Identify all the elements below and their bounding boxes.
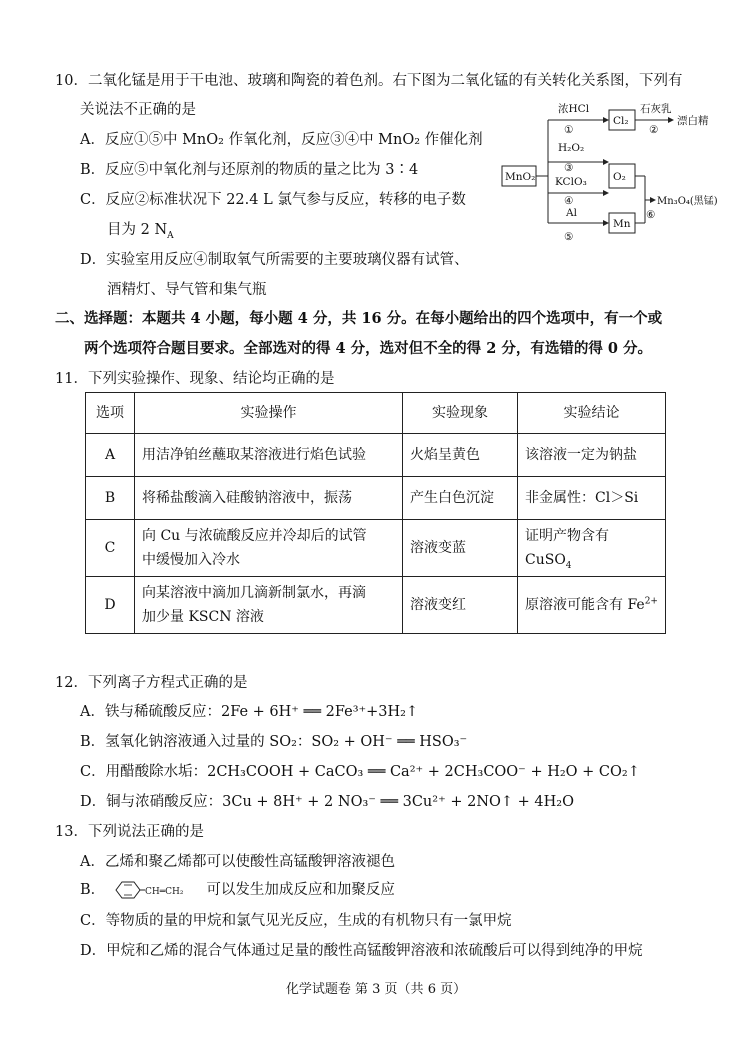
q10-option-d-line1: D．实验室用反应④制取氧气所需要的主要玻璃仪器有试管、 [80, 252, 469, 268]
product-bleach: 漂白精 [677, 115, 709, 127]
row-operation [135, 577, 403, 634]
row-conclusion: 原溶液可能含有 $Fe^{2+}$ [518, 577, 666, 634]
table-row [86, 477, 666, 520]
q12-option-b: B．氢氧化钠溶液通入过量的 SO₂：SO₂ + OH⁻ ══ HSO₃⁻ [80, 734, 468, 750]
q10-option-a: A．反应①⑤中 MnO₂ 作氧化剂，反应③④中 MnO₂ 作催化剂 [80, 132, 483, 148]
q10-stem-line1: 10．二氧化锰是用于干电池、玻璃和陶瓷的着色剂。右下图为二氧化锰的有关转化关系图，下列有 [55, 73, 683, 89]
row-operation: 用洁净铂丝蘸取某溶液进行焰色试验 [135, 434, 403, 477]
row-operation-line2: 加少量 KSCN 溶液 [142, 609, 264, 625]
row-option: A [86, 434, 135, 477]
row-operation-line2: 中缓慢加入冷水 [142, 552, 240, 568]
step-1: ① [564, 124, 574, 136]
q11-stem: 11．下列实验操作、现象、结论均正确的是 [55, 371, 335, 387]
reagent-hcl: 浓HCl [558, 103, 590, 115]
q12-stem: 12．下列离子方程式正确的是 [55, 675, 248, 691]
row-operation: 将稀盐酸滴入硅酸钠溶液中，振荡 [135, 477, 403, 520]
q13-option-b [80, 880, 395, 900]
step-6: ⑥ [646, 209, 656, 221]
q13-stem: 13．下列说法正确的是 [55, 824, 204, 840]
q10-option-c-line2: 目为 2 $N_A$ [107, 222, 174, 241]
row-conclusion: 该溶液一定为钠盐 [518, 434, 666, 477]
row-operation-line1: 向 Cu 与浓硫酸反应并冷却后的试管 [142, 528, 367, 544]
table-row [86, 434, 666, 477]
header-conclusion: 实验结论 [518, 393, 666, 434]
q13-option-d: D．甲烷和乙烯的混合气体通过足量的酸性高锰酸钾溶液和浓硫酸后可以得到纯净的甲烷 [80, 943, 643, 959]
mno2-label: MnO₂ [505, 171, 536, 183]
step-3: ③ [564, 162, 574, 174]
table-row [86, 577, 666, 634]
o2-label: O₂ [613, 171, 626, 183]
table-header-row [86, 393, 666, 434]
q10-option-b: B．反应⑤中氧化剂与还原剂的物质的量之比为 3∶4 [80, 162, 419, 178]
section2-instructions-line2: 两个选项符合题目要求。全部选对的得 4 分，选对但不全的得 2 分，有选错的得 0 分。 [84, 340, 653, 357]
styrene-label: CH═CH₂ [144, 887, 184, 897]
row-phenomenon: 产生白色沉淀 [403, 477, 518, 520]
table-row [86, 520, 666, 577]
row-option: C [86, 520, 135, 577]
row-conclusion: 证明产物含有 CuSO$_4$ [518, 520, 666, 577]
experiment-table [85, 392, 666, 634]
header-phenomenon: 实验现象 [403, 393, 518, 434]
mno2-conversion-diagram [500, 92, 745, 252]
row-phenomenon: 溶液变蓝 [403, 520, 518, 577]
q13-option-c: C．等物质的量的甲烷和氯气见光反应，生成的有机物只有一氯甲烷 [80, 913, 512, 929]
row-option: B [86, 477, 135, 520]
row-operation-line1: 向某溶液中滴加几滴新制氯水，再滴 [142, 585, 366, 601]
q13-option-b-text: 可以发生加成反应和加聚反应 [206, 882, 395, 898]
reagent-h2o2: H₂O₂ [558, 142, 585, 154]
q10-stem-line2: 关说法不正确的是 [80, 102, 196, 118]
reagent-al: Al [566, 207, 577, 219]
step-5: ⑤ [564, 231, 574, 243]
row-operation [135, 520, 403, 577]
styrene-structure-icon [110, 880, 202, 900]
row-phenomenon: 火焰呈黄色 [403, 434, 518, 477]
reagent-kclo3: KClO₃ [555, 176, 587, 188]
reagent-limewater: 石灰乳 [640, 103, 672, 115]
row-option: D [86, 577, 135, 634]
q10-option-c-line1: C．反应②标准状况下 22.4 L 氯气参与反应，转移的电子数 [80, 192, 466, 208]
row-conclusion: 非金属性：Cl＞Si [518, 477, 666, 520]
header-option: 选项 [86, 393, 135, 434]
step-4: ④ [564, 195, 574, 207]
page-footer: 化学试题卷 第 3 页（共 6 页） [285, 982, 467, 997]
step-2: ② [649, 124, 659, 136]
mn-label: Mn [613, 218, 631, 230]
row-phenomenon: 溶液变红 [403, 577, 518, 634]
cl2-label: Cl₂ [613, 115, 629, 127]
header-operation: 实验操作 [135, 393, 403, 434]
q12-option-c: C．用醋酸除水垢：2CH₃COOH + CaCO₃ ══ Ca²⁺ + 2CH₃COO⁻ + H₂O + CO₂↑ [80, 764, 640, 780]
section2-instructions-line1: 二、选择题：本题共 4 小题，每小题 4 分，共 16 分。在每小题给出的四个选项中，有一个或 [55, 310, 663, 327]
q12-option-a: A．铁与稀硫酸反应：2Fe + 6H⁺ ══ 2Fe³⁺+3H₂↑ [80, 704, 419, 720]
q13-option-a: A．乙烯和聚乙烯都可以使酸性高锰酸钾溶液褪色 [80, 854, 395, 870]
q13-option-b-prefix: B． [80, 882, 106, 898]
product-mn3o4: Mn₃O₄(黑锰) [657, 196, 718, 207]
q12-option-d: D．铜与浓硝酸反应：3Cu + 8H⁺ + 2 NO₃⁻ ══ 3Cu²⁺ + 2NO↑ + 4H₂O [80, 794, 574, 810]
q10-option-d-line2: 酒精灯、导气管和集气瓶 [107, 282, 267, 298]
